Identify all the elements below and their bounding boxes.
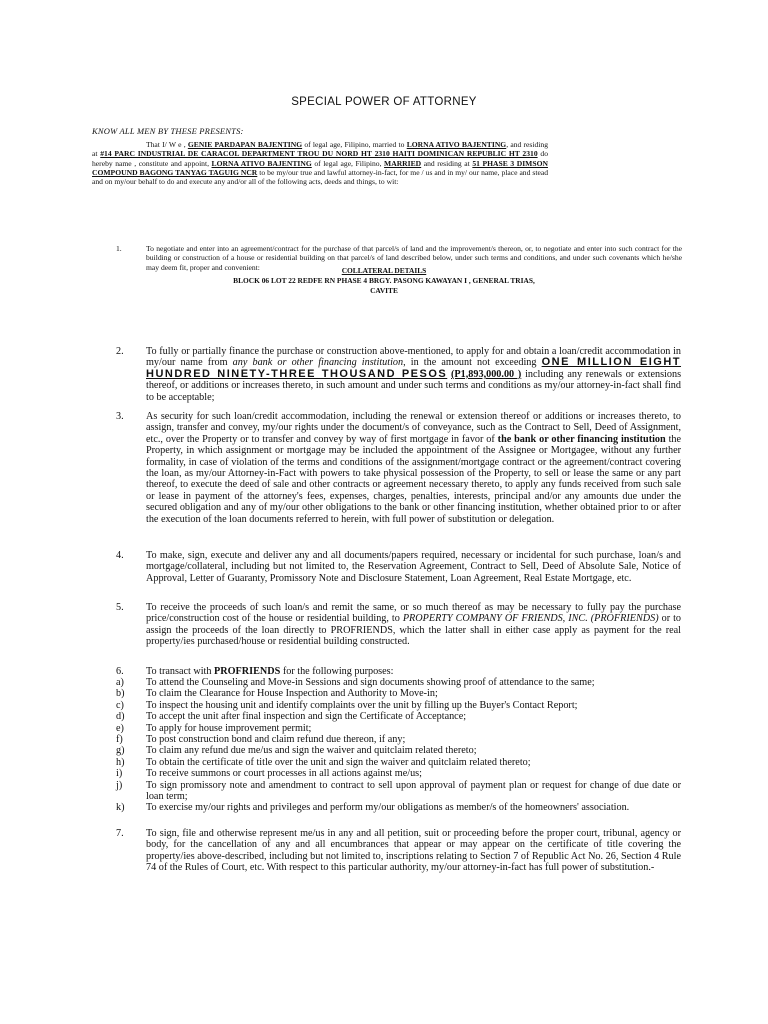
item-6-profriends: PROFRIENDS xyxy=(214,666,281,677)
item-2-text-3: including any renewals or extensions thereof, or additions or increases thereto, in such amount and under such terms and conditions as my/our attorney-in-fact shall find to be acceptable; xyxy=(146,368,682,403)
spouse-name: LORNA ATIVO BAJENTING xyxy=(406,140,507,149)
sub-item-label: k) xyxy=(116,802,125,814)
sub-item-text: To attend the Counseling and Move-in Sessions and sign documents showing proof of attendance to the same; xyxy=(146,677,595,688)
sub-item-text: To apply for house improvement permit; xyxy=(146,722,312,734)
sub-item xyxy=(92,688,681,699)
sub-item-label: h) xyxy=(116,756,125,768)
item-2-text-1: To fully or partially finance the purchase or construction above-mentioned, to apply for and obtain a loan/credit accommodation in my/our name from xyxy=(146,346,681,369)
sub-item-label: f) xyxy=(116,734,123,746)
intro-text-5: of legal age, Filipino, xyxy=(314,158,382,168)
item-3 xyxy=(92,411,681,525)
sub-item xyxy=(92,768,681,779)
intro-text-2: of legal age, Filipino, married to xyxy=(304,140,405,149)
collateral-line-2: CAVITE xyxy=(370,286,398,295)
sub-item xyxy=(92,745,681,756)
sub-item xyxy=(92,711,681,722)
sub-item-label: c) xyxy=(116,699,124,711)
intro-paragraph xyxy=(92,140,548,186)
item-6-intro xyxy=(146,666,681,677)
item-5 xyxy=(92,602,681,648)
intro-text-3: , and residing at xyxy=(92,140,548,159)
sub-item-text: To sign promissory note and amendment to contract to sell upon approval of payment plan or request for change of due date or loan term; xyxy=(146,779,681,803)
sub-item xyxy=(92,734,681,745)
sub-item-text: To claim any refund due me/us and sign the waiver and quitclaim related thereto; xyxy=(146,745,477,757)
collateral-line-1: BLOCK 06 LOT 22 REDFE RN PHASE 4 BRGY. PASONG KAWAYAN I , GENERAL TRIAS, xyxy=(233,276,535,285)
loan-amount-figure: (P1,893,000.00 ) xyxy=(451,368,522,380)
item-6 xyxy=(92,666,681,677)
item-2-lender: any bank or other financing institution xyxy=(232,357,404,369)
item-3-text-2: the Property, in which assignment or mortgage may be included the appointment of the Assignee or Mortgagee, without any further formality, in case of violation of the terms and conditions of the assignment/mortgage contract or the agreement/contract covering the loan, as my/our Attorney-in-Fact with powers to take physical possession of the Property, to sell or lease the same or any part thereof, to execute the deed of sale and other contracts or agreement necessary thereto, to apply any funds received from such sale or lease in payment of the attorney's fees, expenses, charges, penalties, interests, principal and/or any amounts due under the secured obligation and any of my/our other obligations to the bank or other financing institution, whether obtained prior to or after the execution of the loan documents referred to herein, with full power of substitution or delegation. xyxy=(146,433,682,525)
sub-item-label: g) xyxy=(116,745,125,757)
sub-item xyxy=(92,723,681,734)
item-2-text xyxy=(146,346,681,403)
item-6-sublist xyxy=(92,677,681,814)
item-6-number: 6. xyxy=(116,666,124,677)
item-7-text: To sign, file and otherwise represent me/us in any and all petition, suit or proceeding before the proper court, tribunal, agency or body, for the cancellation of any and all encumbrances that appear or may appear on the certificate of title covering the property/ies above-described, including but not limited to, inscriptions relating to Section 7 of Republic Act No. 26, Section 4 Rule 74 of the Rules of Court, etc. With respect to this particular authority, my/our attorney-in-fact has full power of substitution.- xyxy=(146,828,681,874)
sub-item-label: a) xyxy=(116,677,124,688)
collateral-heading: COLLATERAL DETAILS xyxy=(341,266,427,275)
sub-item xyxy=(92,802,681,813)
sub-item-label: d) xyxy=(116,711,125,723)
sub-item xyxy=(92,757,681,768)
sub-item-text: To inspect the housing unit and identify complaints over the unit by filling up the Buyer's Contact Report; xyxy=(146,699,578,711)
principal-address: #14 PARC INDUSTRIAL DE CARACOL DEPARTMENT TROU DU NORD HT 2310 HAITI DOMINICAN REPUBLIC HT 2310 xyxy=(100,149,538,159)
item-6-text-1: To transact with xyxy=(146,666,212,677)
item-4-text: To make, sign, execute and deliver any and all documents/papers required, necessary or incidental for such purchase, loan/s and mortgage/collateral, including but not limited to, the Reservation Agreement, Contract to Sell, Deed of Absolute Sale, Notice of Approval, Letter of Guaranty, Promissory Note and Disclosure Statement, Loan Agreement, Real Estate Mortgage, etc. xyxy=(146,550,681,584)
item-1-text: To negotiate and enter into an agreement/contract for the purchase of that parcel/s of land and the improvement/s thereon, or, to negotiate and enter into such contract for the building or construction of a house or residential building on that parcel/s of land described below, under such terms and conditions, and under such covenants which he/she may deem fit, proper and convenient: xyxy=(146,244,682,272)
item-5-text-2: or to assign the proceeds of the loan directly to PROFRIENDS, which the latter shall in either case apply as payment for the real property/ies purchased/house or residential building constructed. xyxy=(146,613,681,648)
intro-text-1: That I/ W e , xyxy=(146,140,186,149)
item-3-number: 3. xyxy=(116,411,124,422)
intro-text-7: to be my/our true and lawful attorney-in-fact, for me / us and in my/ our name, place and stead and on my/our behalf to do and execute any and/or all of the following acts, deeds and things, to wit: xyxy=(92,167,548,187)
item-5-number: 5. xyxy=(116,602,124,613)
item-3-bank: the bank or other financing institution xyxy=(497,433,666,445)
item-4 xyxy=(92,550,681,584)
item-7 xyxy=(92,828,681,874)
company-name: PROPERTY COMPANY OF FRIENDS, INC. (PROFRIENDS) xyxy=(402,613,659,625)
item-2-text-2: , in the amount not exceeding xyxy=(403,357,537,369)
sub-item-text: To exercise my/our rights and privileges and perform my/our obligations as member/s of the homeowners' association. xyxy=(146,802,630,814)
item-3-text-1: As security for such loan/credit accommodation, including the renewal or extension thereof or additions or increases thereto, to assign, transfer and convey, my/our rights under the document/s of conveyance, such as the Contract to Sell, Deed of Assignment, etc., over the Property or to transfer and convey by way of first mortgage in favor of xyxy=(146,411,681,445)
sub-item-label: j) xyxy=(116,779,123,791)
item-7-number: 7. xyxy=(116,828,124,839)
item-2-number: 2. xyxy=(116,346,124,357)
item-2 xyxy=(92,346,681,403)
sub-item-text: To claim the Clearance for House Inspection and Authority to Move-in; xyxy=(146,688,438,700)
item-5-text xyxy=(146,602,681,648)
document-title: SPECIAL POWER OF ATTORNEY xyxy=(291,96,477,108)
principal-name: GENIE PARDAPAN BAJENTING xyxy=(187,140,303,149)
sub-item-text: To accept the unit after final inspection and sign the Certificate of Acceptance; xyxy=(146,711,467,723)
loan-amount-words: ONE MILLION EIGHT HUNDRED NINETY-THREE THOUSAND PESOS xyxy=(146,356,682,380)
attorney-name: LORNA ATIVO BAJENTING xyxy=(211,158,312,168)
item-1-number: 1. xyxy=(116,244,122,253)
sub-item xyxy=(92,677,681,688)
intro-text-6: and residing at xyxy=(423,158,470,168)
collateral-details xyxy=(0,266,768,296)
intro-text-4: do hereby name , constitute and appoint, xyxy=(92,149,548,168)
sub-item-label: e) xyxy=(116,722,124,734)
sub-item-text: To receive summons or court processes in all actions against me/us; xyxy=(146,768,422,780)
item-4-number: 4. xyxy=(116,550,124,561)
sub-item-text: To obtain the certificate of title over the unit and sign the waiver and quitclaim related thereto; xyxy=(146,756,531,768)
know-all-men-line: KNOW ALL MEN BY THESE PRESENTS: xyxy=(92,126,244,136)
sub-item xyxy=(92,700,681,711)
sub-item-label: b) xyxy=(116,688,125,700)
sub-item-label: i) xyxy=(116,768,123,780)
item-6-text-2: for the following purposes: xyxy=(282,666,394,677)
item-5-text-1: To receive the proceeds of such loan/s and remit the same, or so much thereof as may be necessary to fully pay the purchase price/construction cost of the house or residential building, to xyxy=(146,602,681,625)
sub-item-text: To post construction bond and claim refund due thereon, if any; xyxy=(146,734,406,746)
item-3-text xyxy=(146,411,681,525)
sub-item xyxy=(92,780,681,803)
attorney-address: 51 PHASE 3 DIMSON COMPOUND BAGONG TANYAG TAGUIG NCR xyxy=(92,158,548,177)
civil-status: MARRIED xyxy=(384,158,422,168)
